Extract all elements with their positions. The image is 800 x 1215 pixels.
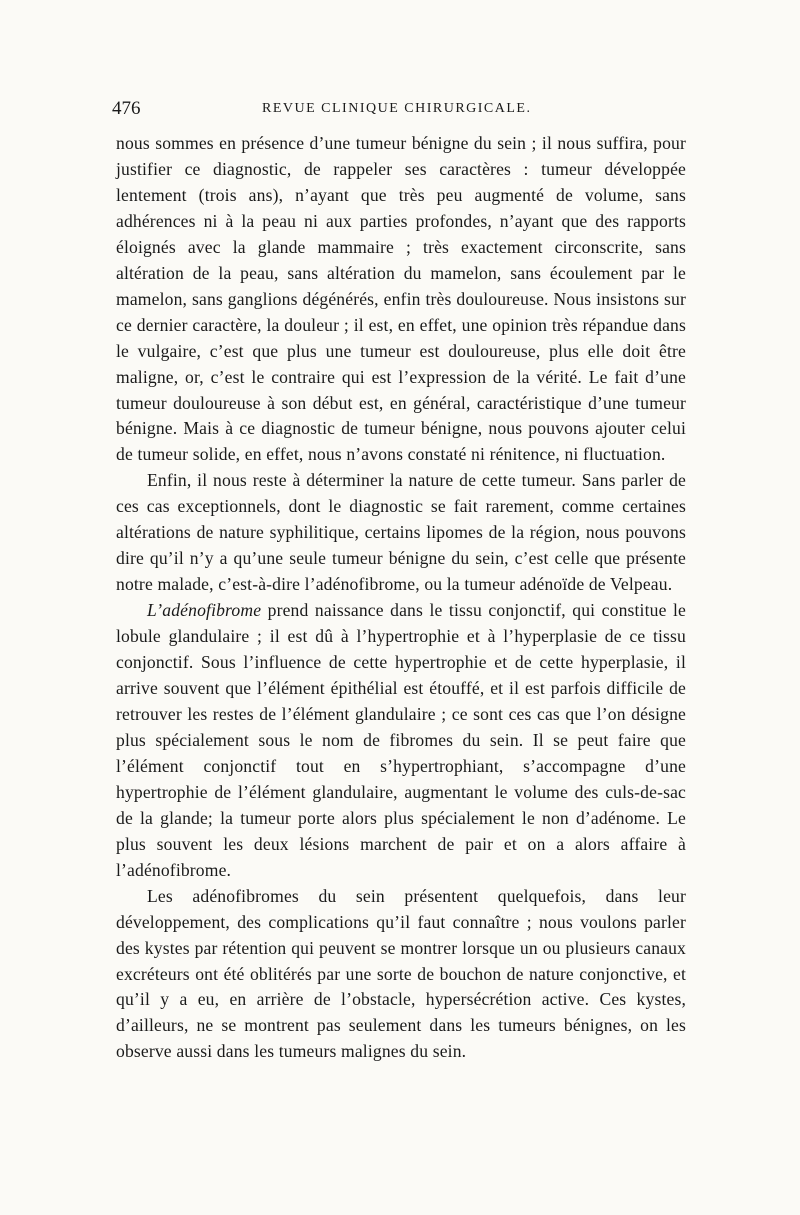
- running-title: REVUE CLINIQUE CHIRURGICALE.: [262, 101, 532, 116]
- paragraph-1: nous sommes en présence d’une tumeur bénigne du sein ; il nous suffira, pour justifier ce diagnostic, de rappeler ses caractères : tumeur développée lentement (trois ans), n’ayant que très peu augmenté de volume, sans adhérences ni à la peau ni aux parties profondes, n’ayant que des rapports éloignés avec la glande mammaire ; très exactement circonscrite, sans altération de la peau, sans altération du mamelon, sans écoulement par le mamelon, sans ganglions dégénérés, enfin très douloureuse. Nous insistons sur ce dernier caractère, la douleur ; il est, en effet, une opinion très répandue dans le vulgaire, c’est que plus une tumeur est douloureuse, plus elle doit être maligne, or, c’est le contraire qui est l’expression de la vérité. Le fait d’une tumeur douloureuse à son début est, en général, caractéristique d’une tumeur bénigne. Mais à ce diagnostic de tumeur bénigne, nous pouvons ajouter celui de tumeur solide, en effet, nous n’avons constaté ni rénitence, ni fluctuation.: [116, 133, 686, 465]
- page-number: 476: [112, 98, 141, 119]
- italic-term: L’adénofibrome: [147, 600, 262, 621]
- body-text: [116, 131, 686, 1065]
- paragraph-4: Les adénofibromes du sein présentent quelquefois, dans leur développement, des complications qu’il faut connaître ; nous voulons parler des kystes par rétention qui peuvent se montrer lorsque un ou plusieurs canaux excréteurs ont été oblitérés par une sorte de bouchon de nature conjonctive, et qu’il y a eu, en arrière de l’obstacle, hypersécrétion active. Ces kystes, d’ailleurs, ne se montrent pas seulement dans les tumeurs bénignes, on les observe aussi dans les tumeurs malignes du sein.: [116, 885, 686, 1062]
- paragraph-3: [116, 598, 686, 883]
- paragraph-2: Enfin, il nous reste à déterminer la nature de cette tumeur. Sans parler de ces cas exceptionnels, dont le diagnostic se fait rarement, comme certaines altérations de nature syphilitique, certains lipomes de la région, nous pouvons dire qu’il n’y a qu’une seule tumeur bénigne du sein, c’est celle que présente notre malade, c’est-à-dire l’adénofibrome, ou la tumeur adénoïde de Velpeau.: [116, 470, 686, 595]
- running-head: [112, 98, 702, 124]
- paragraph-3-text: prend naissance dans le tissu conjonctif, qui constitue le lobule glandulaire ; il est dû à l’hypertrophie et à l’hyperplasie de ce tissu conjonctif. Sous l’influence de cette hypertrophie et de cette hyperplasie, il arrive souvent que l’élément épithélial est étouffé, et il est parfois difficile de retrouver les restes de l’élément glandulaire ; ce sont ces cas que l’on désigne plus spécialement sous le nom de fibromes du sein. Il se peut faire que l’élément conjonctif tout en s’hypertrophiant, s’accompagne d’une hypertrophie de l’élément glandulaire, augmentant le volume des culs-de-sac de la glande; la tumeur porte alors plus spécialement le non d’adénome. Le plus souvent les deux lésions marchent de pair et on a alors affaire à l’adénofibrome.: [116, 600, 686, 880]
